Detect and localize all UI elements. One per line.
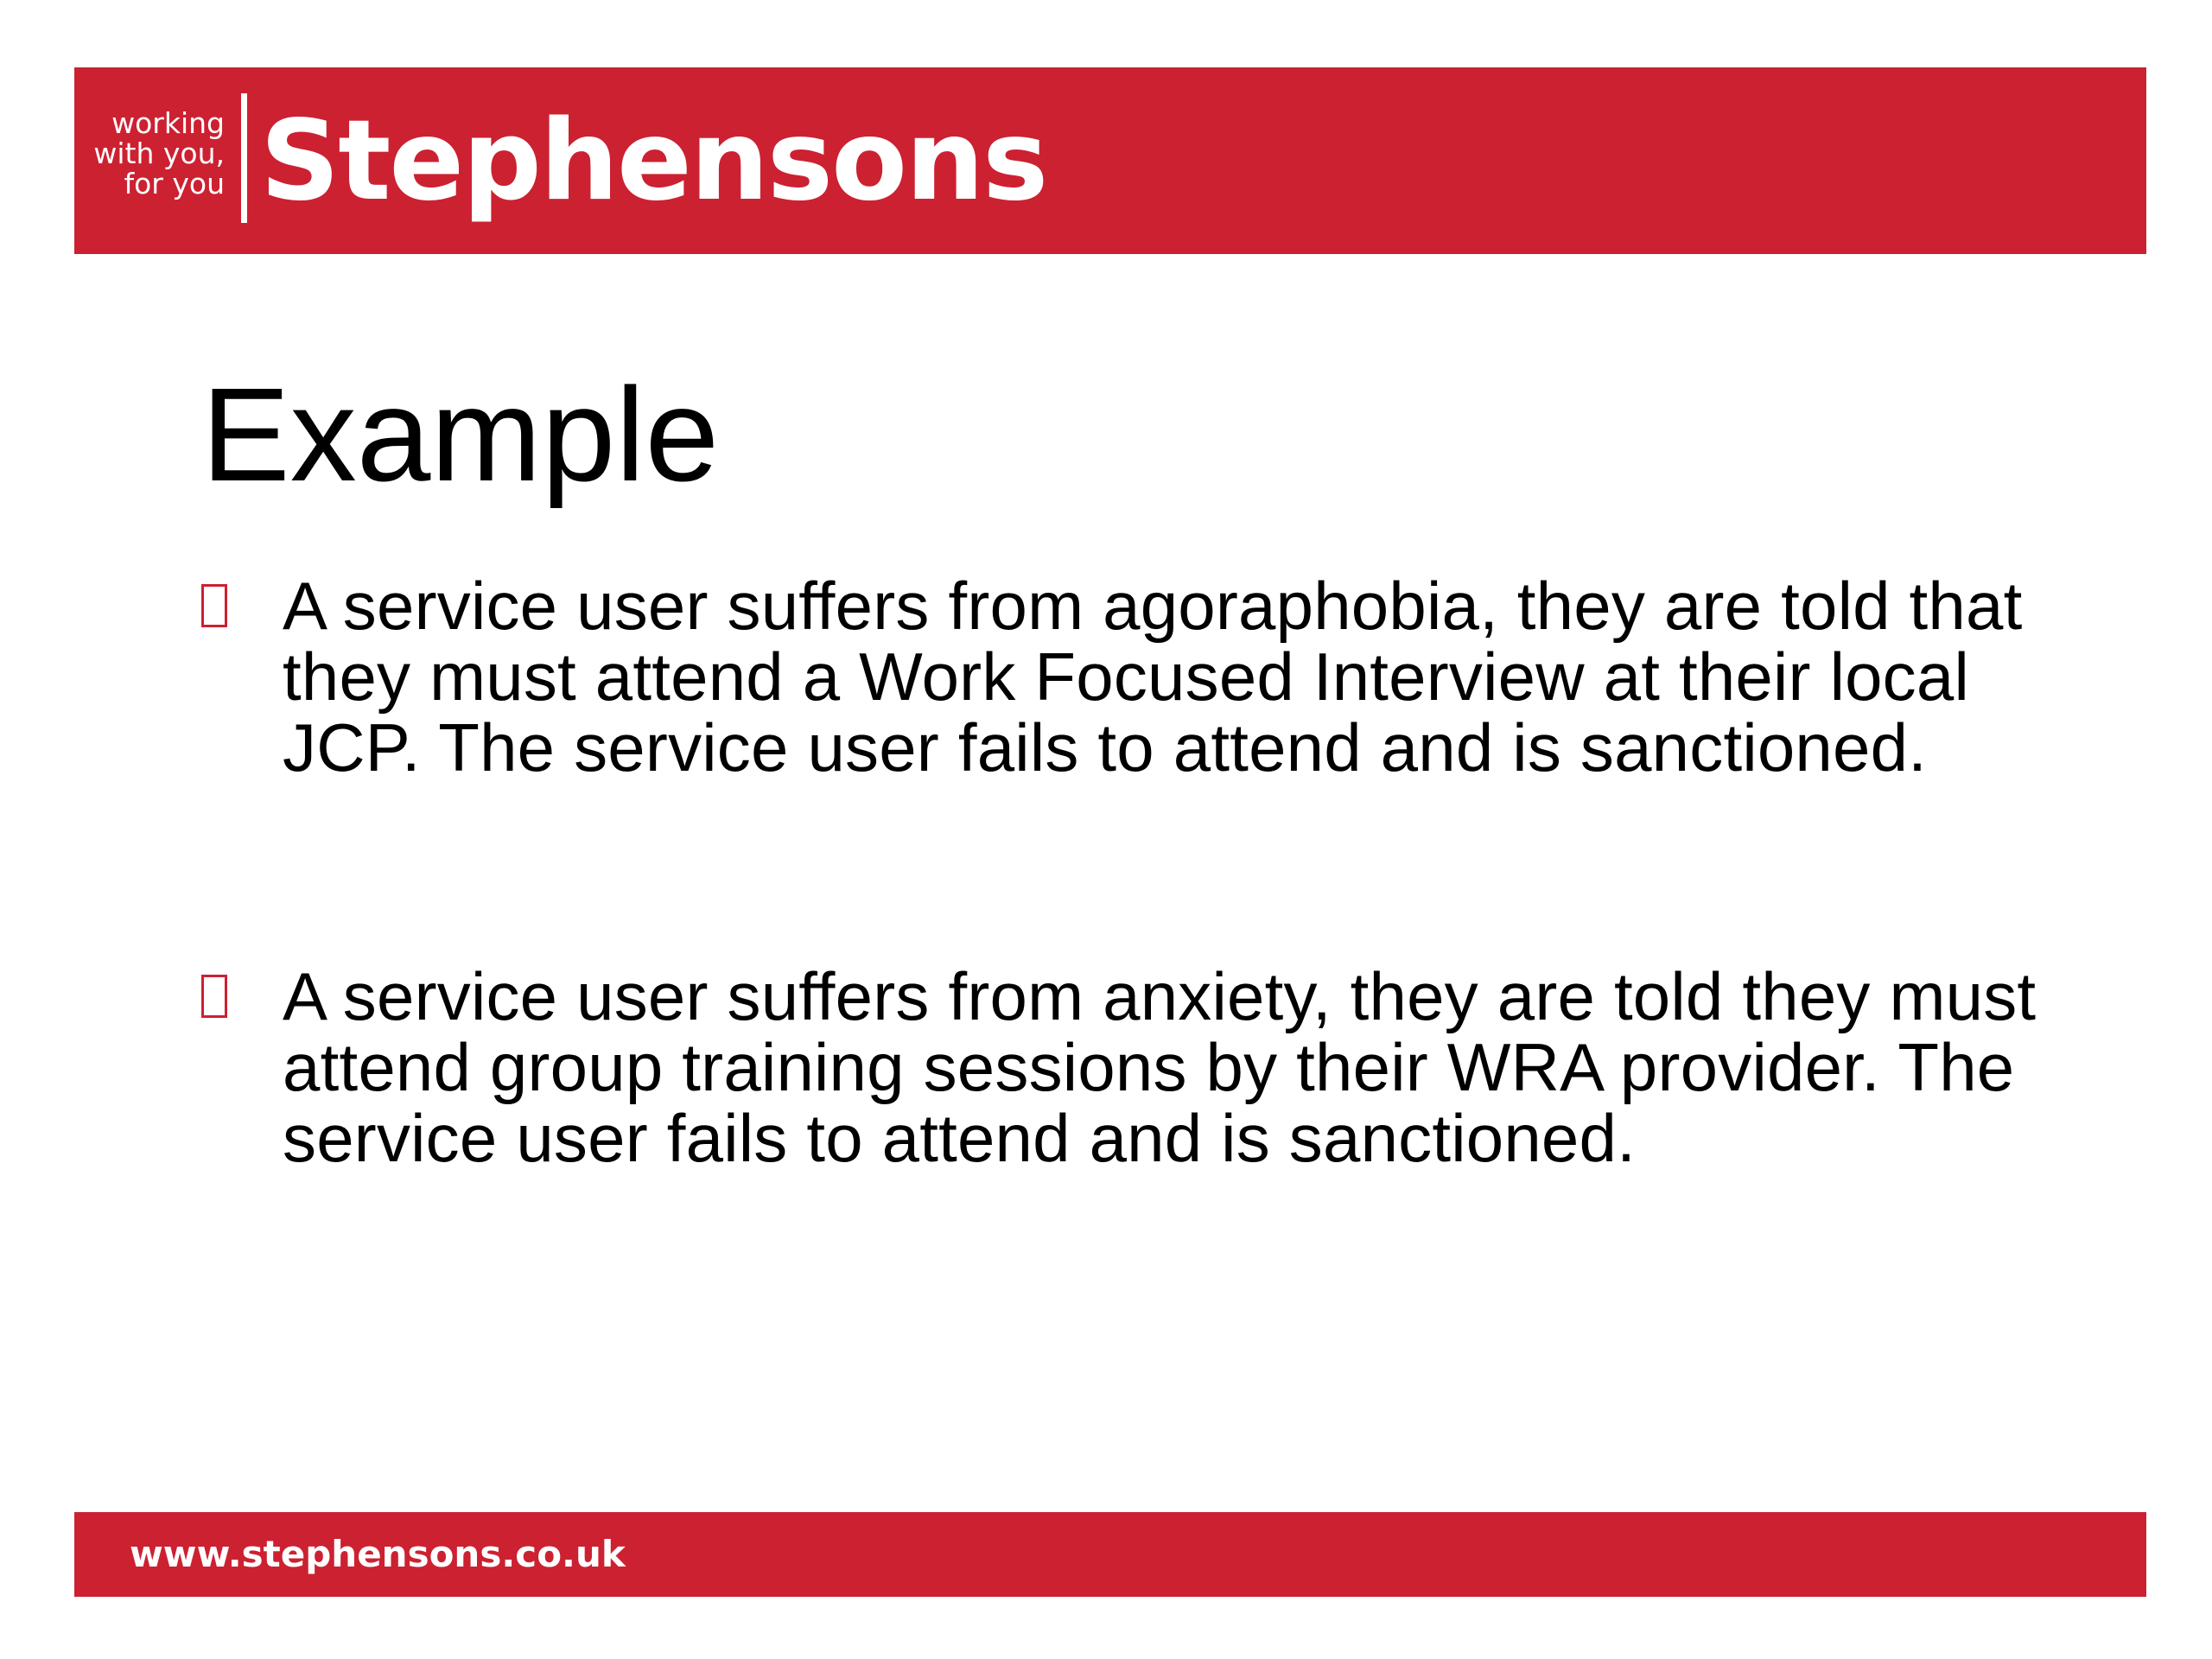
logo-divider [241, 93, 247, 223]
tagline-line: with you, [93, 137, 225, 170]
footer-bar [74, 1512, 2146, 1597]
footer-url-link[interactable]: www.stephensons.co.uk [130, 1533, 626, 1575]
square-bullet-icon [201, 975, 227, 1018]
tagline-line: working [111, 106, 225, 140]
bullet-text: A service user suffers from agoraphobia, they are told that they must attend a Work Focused Interview at their local JCP. The service user fails to attend and is sanctioned. [283, 568, 2023, 785]
brand-wordmark: Stephensons [260, 97, 1047, 226]
square-bullet-icon [201, 584, 227, 627]
slide-title: Example [201, 360, 720, 509]
header-bar [74, 67, 2146, 254]
tagline-line: for you [124, 167, 225, 200]
brand-tagline [74, 108, 225, 199]
bullet-text: A service user suffers from anxiety, they are told they must attend group training sessions by their WRA provider. The service user fails to attend and is sanctioned. [283, 958, 2037, 1176]
